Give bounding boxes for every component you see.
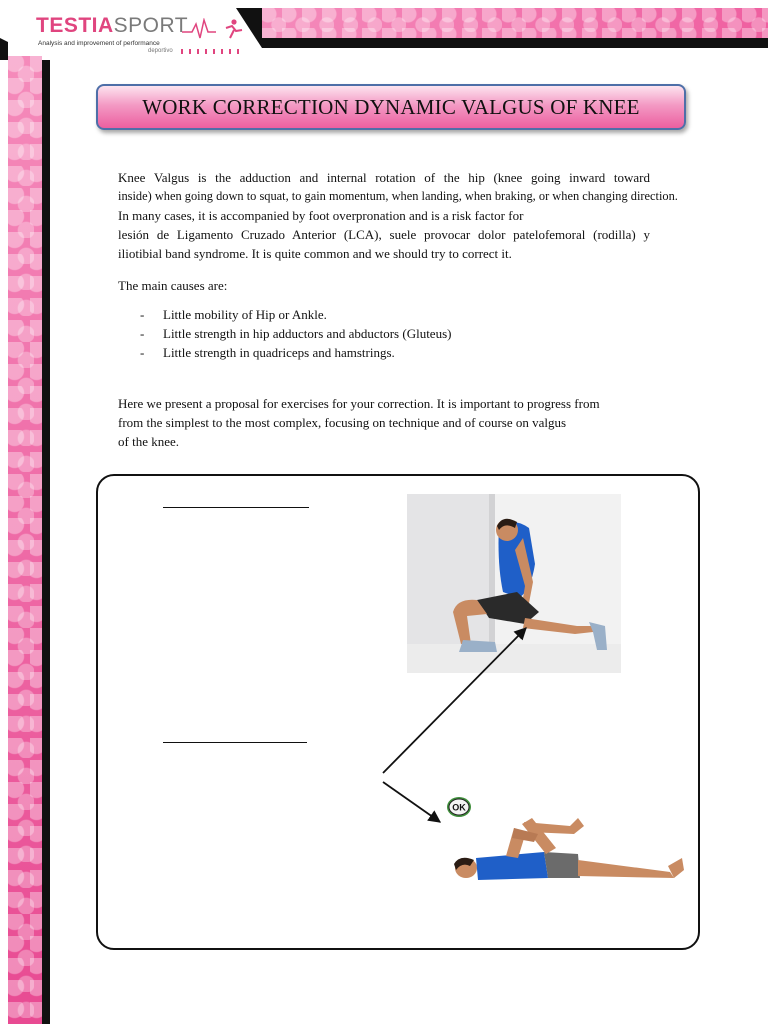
causes-list [140,305,451,362]
page-title: WORK CORRECTION DYNAMIC VALGUS OF KNEE [142,94,640,119]
ok-badge-label: OK [452,802,466,813]
cause-text: Little mobility of Hip or Ankle. [163,307,327,322]
hip-flexor-stretch-image [407,494,621,673]
proposal-line: of the knee. [118,434,180,449]
left-pink-border [8,56,42,1024]
cause-text: Little strength in quadriceps and hamstrings. [163,345,395,360]
header-pink-band [262,8,768,38]
proposal-paragraph [118,394,720,451]
ok-badge-icon [446,796,472,818]
intro-line: Knee Valgus is the adduction and internal rotation of the hip (knee going inward toward [118,170,650,185]
exercise-name-blank-2 [163,742,307,743]
logo-wordmark-sport: SPORT [113,14,189,37]
intro-line: inside) when going down to squat, to gain momentum, when landing, when braking, or when changing direction. [118,189,678,203]
intro-line: iliotibial band syndrome. It is quite common and we should try to correct it. [118,246,512,261]
logo-wordmark [36,14,188,38]
cause-text: Little strength in hip adductors and abductors (Gluteus) [163,326,452,341]
logo-wordmark-testia: TESTIA [36,14,114,37]
intro-paragraph [118,168,720,263]
intro-line: lesión de Ligamento Cruzado Anterior (LCA), suele provocar dolor patelofemoral (rodilla) y [118,227,650,242]
logo-dots-decoration [181,49,241,54]
proposal-line: from the simplest to the most complex, focusing on technique and of course on valgus [118,415,567,430]
brand-logo [36,14,246,56]
knee-to-chest-stretch-image [448,812,684,886]
intro-line: In many cases, it is accompanied by foot overpronation and is a risk factor for [118,208,524,223]
header-shadow-band [262,38,768,48]
title-banner [96,84,686,130]
exercise-name-blank-1 [163,507,309,508]
list-item: - Little strength in quadriceps and hamstrings. [140,345,395,360]
list-item: - Little mobility of Hip or Ankle. [140,307,327,322]
heartbeat-runner-icon [182,18,248,40]
list-item: - Little strength in hip adductors and abductors (Gluteus) [140,326,452,341]
logo-tagline: Analysis and improvement of performance [38,40,160,47]
causes-heading: The main causes are: [118,278,228,293]
proposal-line: Here we present a proposal for exercises for your correction. It is important to progress from [118,396,600,411]
logo-subtitle: deportivo [148,48,173,54]
